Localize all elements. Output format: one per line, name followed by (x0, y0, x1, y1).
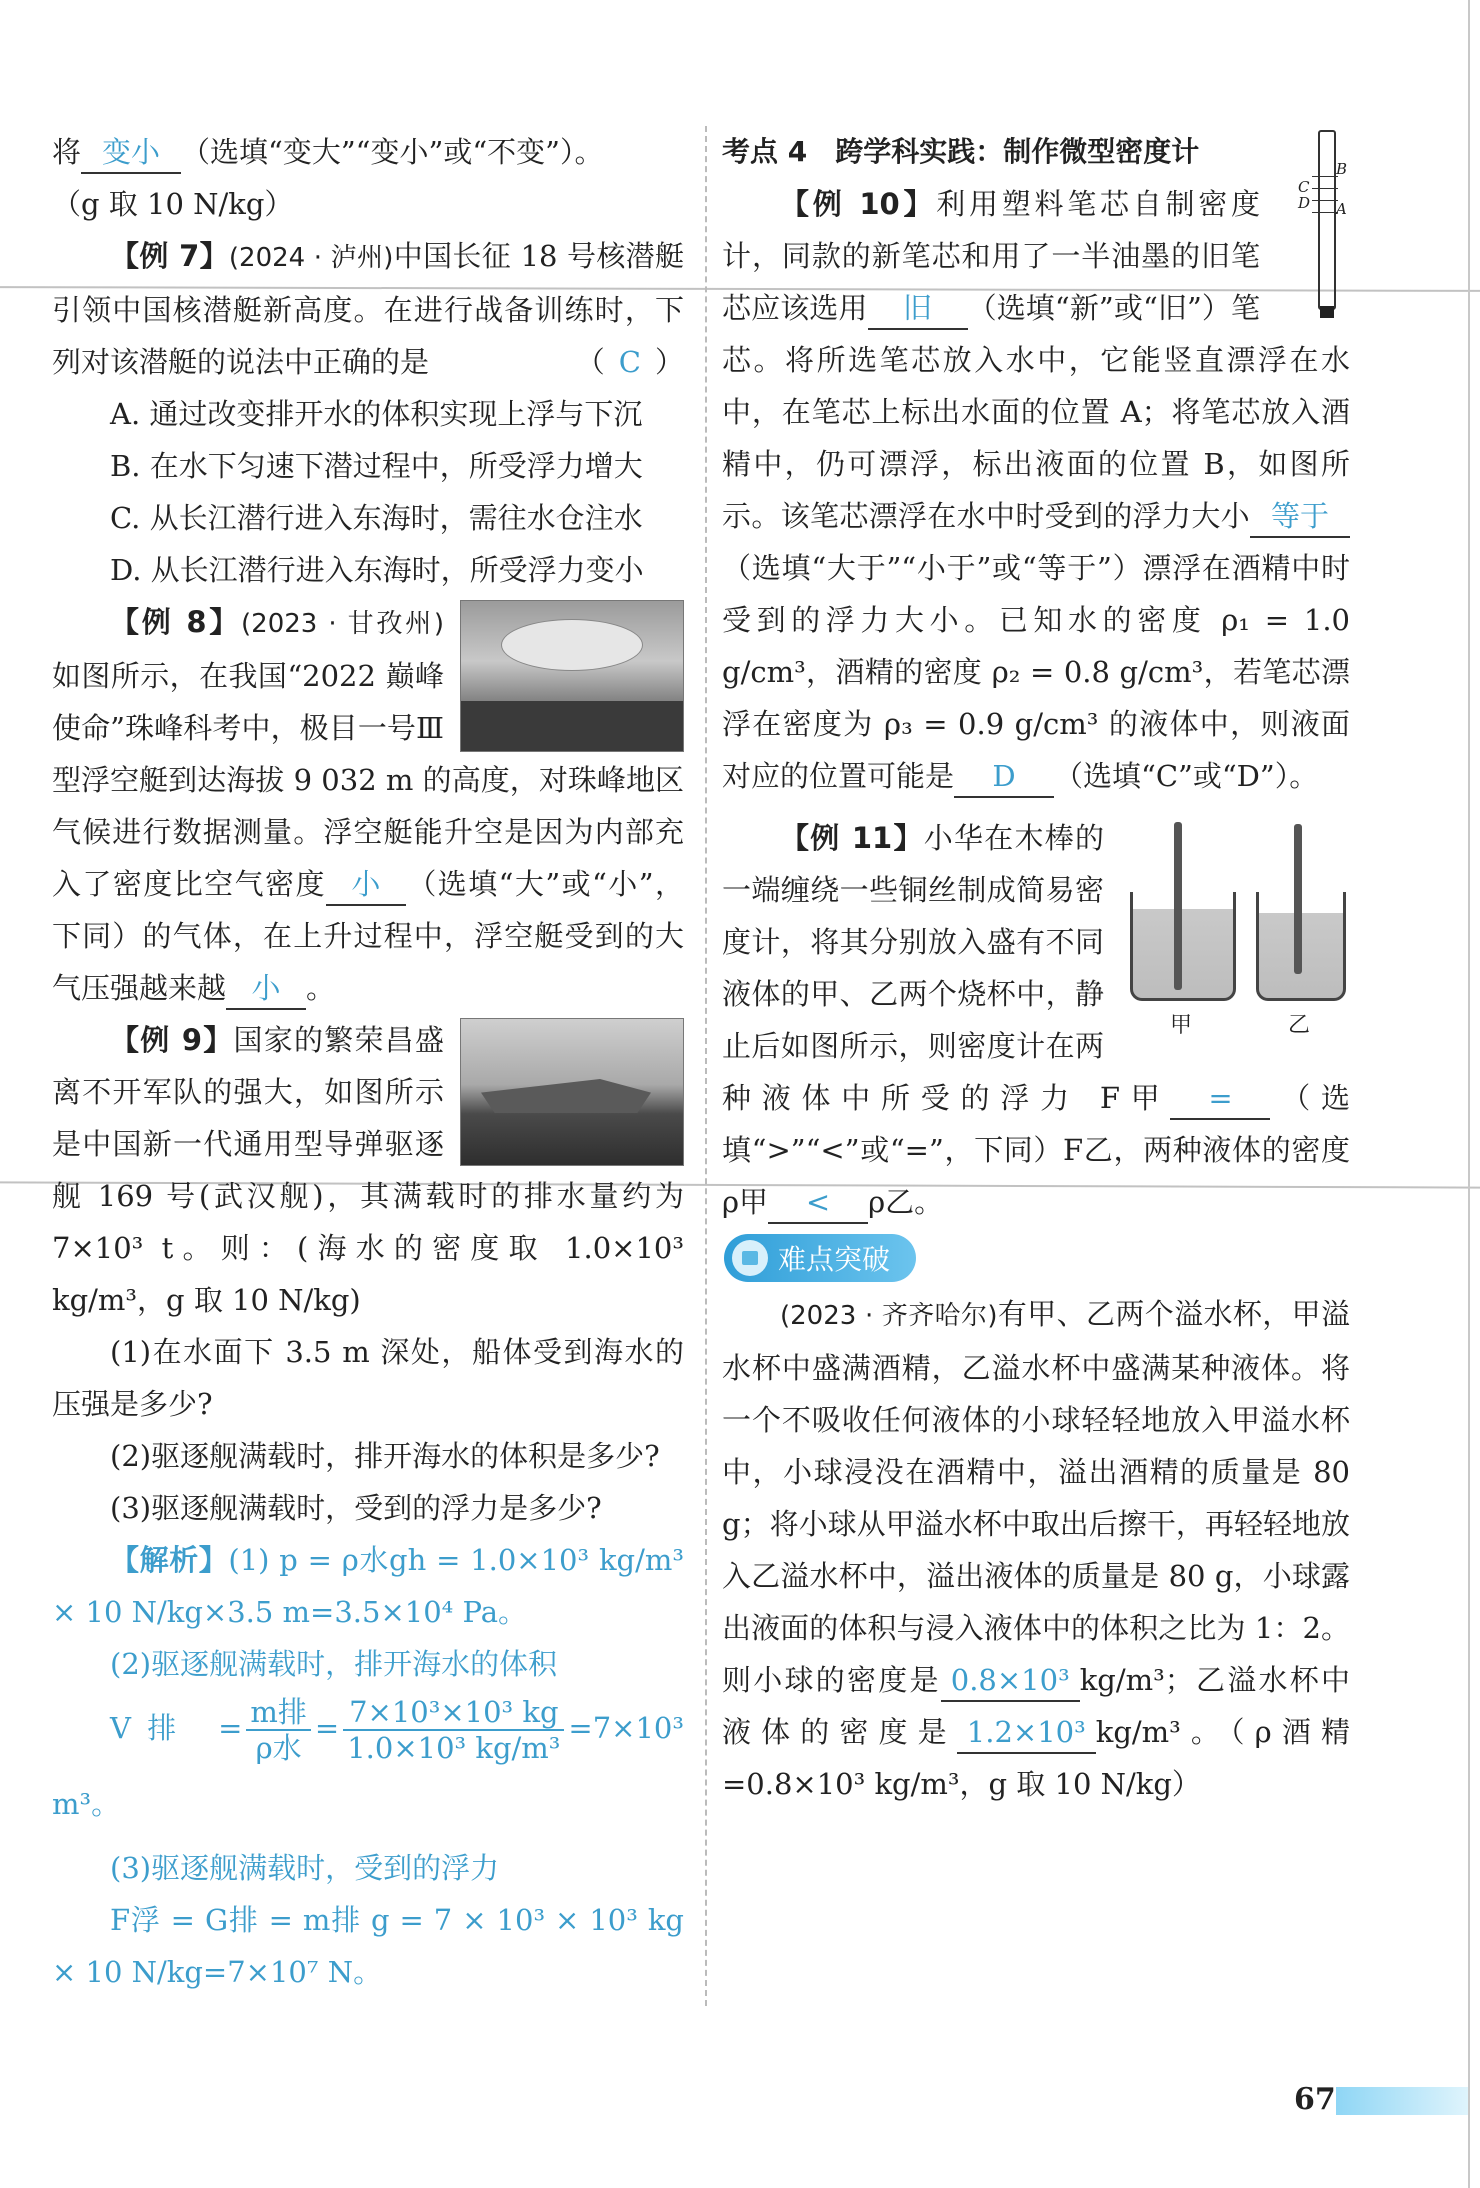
example-source: (2023 · 齐齐哈尔) (780, 1301, 998, 1331)
beaker-jia (1130, 892, 1236, 1001)
refill-tip (1320, 306, 1334, 318)
example-source: (2023 · 甘孜州) (241, 609, 444, 639)
fraction-numerator: 7×10³×10³ kg (343, 1695, 564, 1731)
answer-blank: 小 (326, 864, 406, 906)
continued-line (52, 126, 684, 178)
left-column (52, 126, 684, 1998)
label-a: A (1336, 200, 1347, 218)
example-text: （选填“C”或“D”）。 (1054, 759, 1319, 793)
formula-rhs: =7×10³ m³。 (52, 1711, 684, 1821)
option-c: C. 从长江潜行进入东海时，需往水仓注水 (110, 501, 643, 535)
page-edge (1468, 0, 1470, 2188)
ship-shape (481, 1079, 651, 1113)
destroyer-photo (460, 1018, 684, 1166)
densimeter-jia (1174, 822, 1182, 990)
label-c: C (1298, 178, 1310, 196)
beaker-label-jia: 甲 (1170, 1013, 1193, 1038)
text: （选填“变大”“变小”或“不变”）。 (181, 135, 604, 169)
example-source: (2024 · 泸州) (228, 243, 394, 273)
example-tag: 【例 11】 (780, 821, 924, 855)
answer-blank: 小 (226, 968, 306, 1010)
densimeter-yi (1294, 824, 1302, 974)
pen-refill-figure (1276, 130, 1350, 320)
example-10 (722, 178, 1350, 802)
page-number: 67 (1294, 2082, 1336, 2117)
answer-blank: = (1170, 1078, 1270, 1120)
example-text: kg/m³。（ρ酒精=0.8×10³ kg/m³，g 取 10 N/kg） (722, 1715, 1350, 1801)
answer-blank: 1.2×10³ (957, 1712, 1096, 1754)
example-text: （选填“新”或“旧”）笔芯。将所选笔芯放入水中，它能竖直漂浮在水中，在笔芯上标出水面的位置 A；将笔芯放入酒精中，仍可漂浮，标出液面的位置 B，如图所示。该笔芯漂浮在水中时受到的浮力大小 (722, 291, 1350, 533)
solution-tag: 【解析】 (110, 1543, 229, 1577)
label-d: D (1298, 194, 1311, 212)
fraction (246, 1695, 311, 1765)
airship-shape (501, 619, 643, 671)
mark-line (1312, 176, 1338, 177)
mark-line (1312, 212, 1338, 213)
example-tag: 【例 7】 (110, 239, 229, 273)
gravity-note: （g 取 10 N/kg） (52, 187, 294, 221)
solution-3: (3)驱逐舰满载时，受到的浮力 (110, 1851, 500, 1885)
example-text: 如图所示，在我国“2022 巅峰使命”珠峰科考中，极目一号Ⅲ型浮空艇到达海拔 9 032 m 的高度，对珠峰地区气候进行数据测量。浮空艇能升空是因为内部充入了密度比空气密度 (52, 659, 684, 901)
answer-choice: C (618, 345, 641, 379)
fraction-denominator: ρ水 (255, 1731, 302, 1765)
answer-blank: 等于 (1250, 496, 1350, 538)
example-text: 利用塑料笔芯自制密度计，同款的新笔芯和用了一半油墨的旧笔芯应该选用 (722, 187, 1260, 325)
column-divider (705, 126, 707, 2006)
example-text: kg/m³；乙溢水杯中液体的密度是 (722, 1663, 1350, 1749)
beaker-label-yi: 乙 (1288, 1013, 1311, 1038)
badge-label: 难点突破 (778, 1243, 891, 1276)
answer-blank: 旧 (868, 288, 968, 330)
difficulty-badge (724, 1234, 916, 1282)
example-tag: 【例 8】 (110, 605, 242, 639)
section-title: 考点 4 跨学科实践：制作微型密度计 (722, 135, 1200, 168)
solution-2: (2)驱逐舰满载时，排开海水的体积 (110, 1647, 558, 1681)
option-a: A. 通过改变排开水的体积实现上浮与下沉 (110, 397, 643, 431)
answer-blank: 变小 (81, 132, 181, 174)
answer-blank: D (954, 756, 1054, 798)
refill-tube (1318, 130, 1336, 310)
beakers-figure (1120, 812, 1350, 1038)
badge-book-icon (732, 1240, 768, 1276)
example-text: （选填“大于”“小于”或“等于”）漂浮在酒精中时受到的浮力大小。已知水的密度 ρ₁ = 1.0 g/cm³，酒精的密度 ρ₂ = 0.8 g/cm³，若笔芯漂浮在密度为 ρ₃ = 0.9 g/cm³ 的液体中，则液面对应的位置可能是 (722, 551, 1350, 793)
example-10-stem (722, 178, 1350, 802)
answer-blank: < (768, 1182, 868, 1224)
example-text: 。 (306, 971, 336, 1005)
question-1: (1)在水面下 3.5 m 深处，船体受到海水的压强是多少? (52, 1335, 684, 1421)
label-b: B (1336, 160, 1348, 178)
solution-1 (52, 1534, 684, 1638)
example-text: （选填“大”或“小”，下同）的气体，在上升过程中，浮空艇受到的大气压强越来越 (52, 867, 684, 1005)
mark-line (1312, 188, 1338, 189)
example-7-stem (52, 230, 684, 388)
mark-line (1312, 200, 1338, 201)
example-11 (722, 812, 1350, 1228)
right-column (722, 126, 1350, 1810)
question-2: (2)驱逐舰满载时，排开海水的体积是多少? (110, 1439, 660, 1473)
formula-lhs: V排 = (110, 1711, 243, 1745)
airship-photo (460, 600, 684, 752)
question-3: (3)驱逐舰满载时，受到的浮力是多少? (110, 1491, 602, 1525)
text: 将 (52, 135, 82, 169)
solution-text: (1) p = ρ水gh = 1.0×10³ kg/m³ × 10 N/kg×3.5 m=3.5×10⁴ Pa。 (52, 1543, 684, 1629)
example-text: （选填“>”“<”或“=”，下同）F乙，两种液体的密度 ρ甲 (722, 1081, 1350, 1219)
example-text: 小华在木棒的一端缠绕一些铜丝制成简易密度计，将其分别放入盛有不同液体的甲、乙两个烧杯中，静止后如图所示，则密度计在两种液体中所受的浮力 F甲 (722, 821, 1171, 1115)
option-d: D. 从长江潜行进入东海时，所受浮力变小 (110, 553, 644, 587)
example-tag: 【例 9】 (110, 1023, 234, 1057)
hard-problem-stem (722, 1288, 1350, 1810)
answer-paren: （ C ） (575, 345, 684, 379)
example-8 (52, 596, 684, 1014)
example-tag: 【例 10】 (780, 187, 937, 221)
example-text: ρ乙。 (868, 1185, 944, 1219)
example-9 (52, 1014, 684, 1998)
option-b: B. 在水下匀速下潜过程中，所受浮力增大 (110, 449, 643, 483)
crowd-shape (461, 701, 683, 751)
example-text: 国家的繁荣昌盛离不开军队的强大，如图所示是中国新一代通用型导弹驱逐舰 169 号(武汉舰)，其满载时的排水量约为 7×10³ t。则：(海水的密度取 1.0×10³ kg/m³，g 取 10 N/kg) (52, 1023, 684, 1317)
fraction-numerator: m排 (246, 1695, 311, 1731)
page-number-bar (1336, 2087, 1468, 2115)
example-text: 有甲、乙两个溢水杯，甲溢水杯中盛满酒精，乙溢水杯中盛满某种液体。将一个不吸收任何液体的小球轻轻地放入甲溢水杯中，小球浸没在酒精中，溢出酒精的质量是 80 g；将小球从甲溢水杯中取出后擦干，再轻轻地放入乙溢水杯中，溢出液体的质量是 80 g，小球露出液面的体积与浸入液体中的体积之比为 1：2。则小球的密度是 (722, 1297, 1350, 1697)
answer-blank: 0.8×10³ (941, 1660, 1080, 1702)
fraction-denominator: 1.0×10³ kg/m³ (347, 1731, 561, 1765)
example-text: 中国长征 18 号核潜艇引领中国核潜艇新高度。在进行战备训练时，下列对该潜艇的说法中正确的是 (52, 239, 684, 379)
hard-problem (722, 1288, 1350, 1810)
solution-2-formula: V排 = $\frac{\text{m排}}{\text{ρ水}}$ = $\frac{\text{7×10³×10³ kg}}{\text{1.0×10³ kg/m³}}$ =7×10³ m³。 (52, 1695, 684, 1821)
fraction (343, 1695, 564, 1765)
solution-3-formula: F浮 = G排 = m排 g = 7 × 10³ × 10³ kg × 10 N/kg=7×10⁷ N。 (52, 1903, 684, 1989)
example-7 (52, 230, 684, 596)
